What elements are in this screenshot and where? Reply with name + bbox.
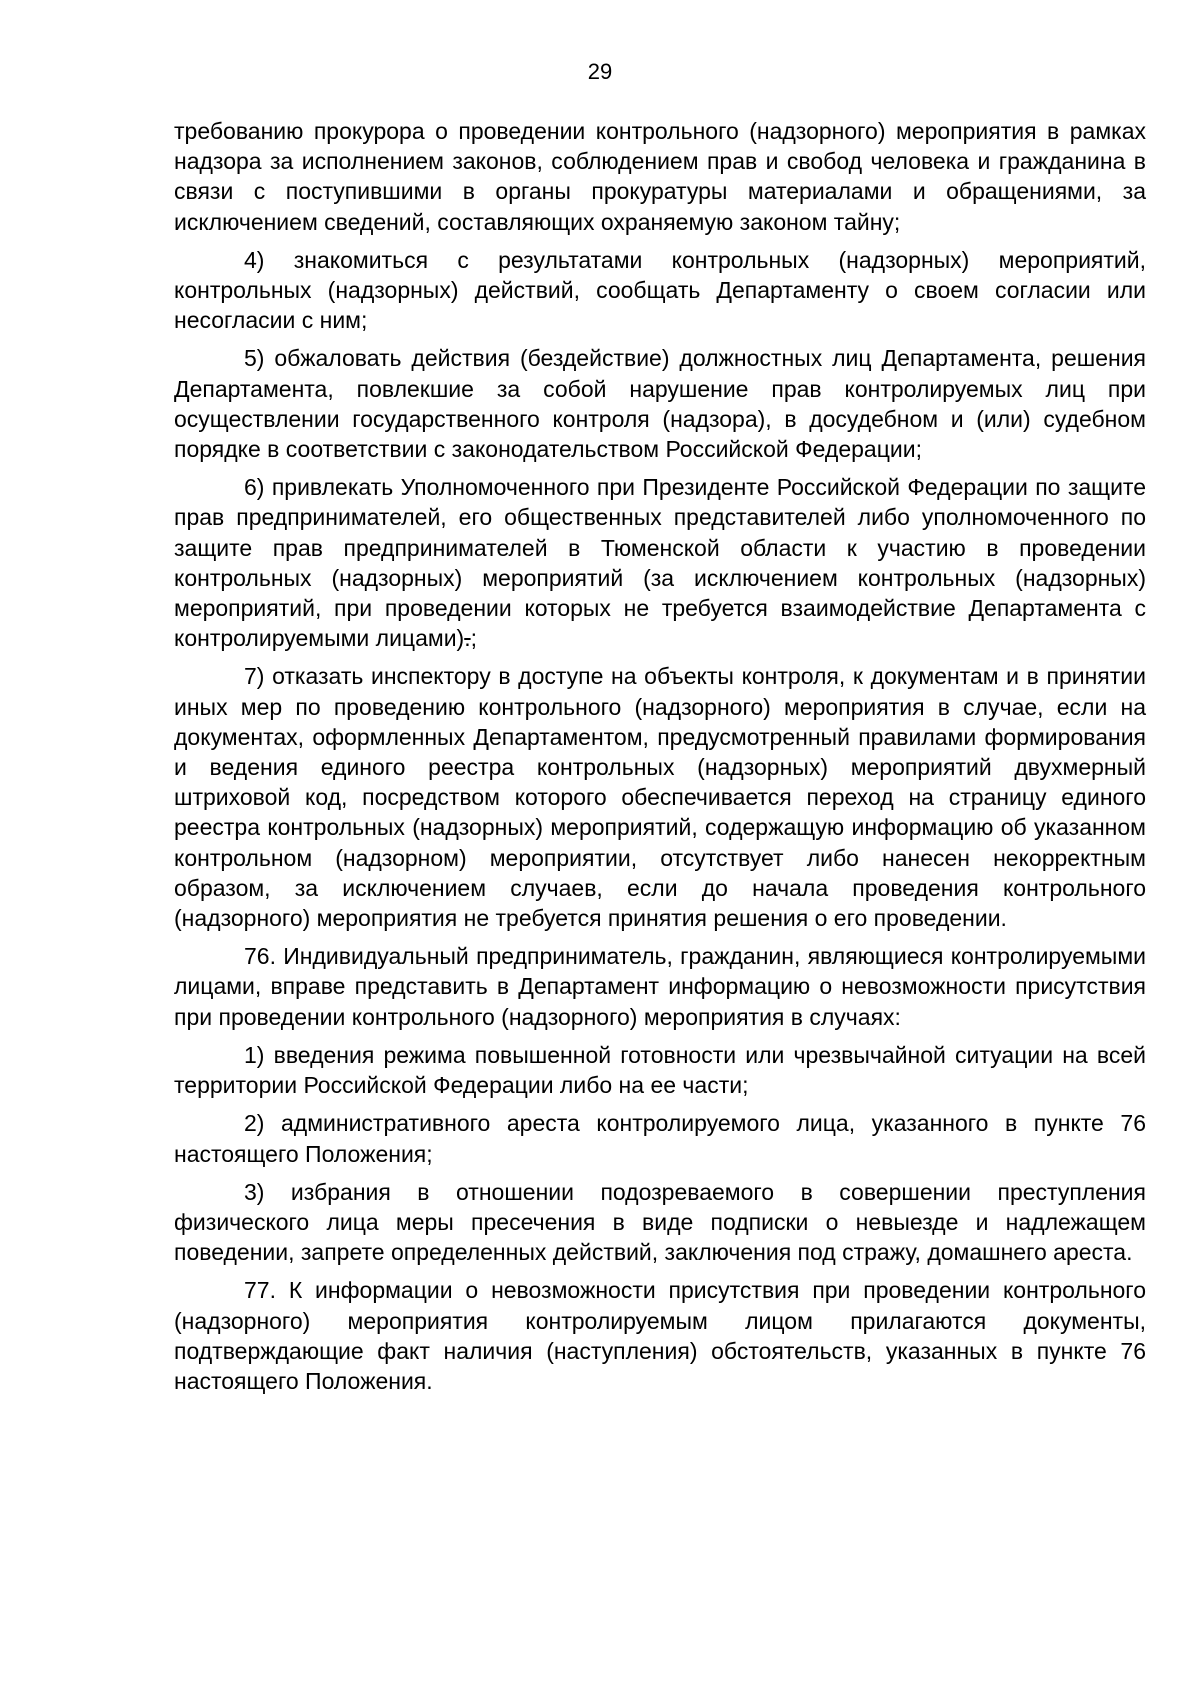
paragraph-case-3: 3) избрания в отношении подозреваемого в совершении преступления физического лица меры пресечения в виде подписки о невыезде и надлежащем поведении, запрете определенных действий, заключения под стражу, домашнего ареста.: [174, 1178, 1146, 1266]
document-body: [174, 116, 1146, 1404]
page-number: 29: [587, 59, 613, 84]
paragraph-item-5: 5) обжаловать действия (бездействие) должностных лиц Департамента, решения Департамента, повлекшие за собой нарушение прав контролируемых лиц при осуществлении государственного контроля (надзора), в досудебном и (или) судебном порядке в соответствии с законодательством Российской Федерации;: [174, 345, 1146, 463]
paragraph-case-1: 1) введения режима повышенной готовности или чрезвычайной ситуации на всей территории Российской Федерации либо на ее части;: [174, 1041, 1146, 1099]
paragraph-clause-77: 77. К информации о невозможности присутствия при проведении контрольного (надзорного) мероприятия контролируемым лицом прилагаются документы, подтверждающие факт наличия (наступления) обстоятельств, указанных в пункте 76 настоящего Положения.: [174, 1277, 1146, 1394]
paragraph-item-4: 4) знакомиться с результатами контрольных (надзорных) мероприятий, контрольных (надзорных) действий, сообщать Департаменту о своем согласии или несогласии с ним;: [174, 246, 1146, 334]
paragraph-case-2: 2) административного ареста контролируемого лица, указанного в пункте 76 настоящего Положения;: [174, 1110, 1146, 1167]
paragraph-item-7: 7) отказать инспектору в доступе на объекты контроля, к документам и в принятии иных мер по проведению контрольного (надзорного) мероприятия в случае, если на документах, оформленных Департаментом, предусмотренный правилами формирования и ведения единого реестра контрольных (надзорных) мероприятий двухмерный штриховой код, посредством которого обеспечивается переход на страницу единого реестра контрольных (надзорных) мероприятий, содержащую информацию об указанном контрольном (надзорном) мероприятии, отсутствует либо нанесен некорректным образом, за исключением случаев, если до начала проведения контрольного (надзорного) мероприятия не требуется принятия решения о его проведении.: [174, 663, 1146, 932]
paragraph-continuation: требованию прокурора о проведении контрольного (надзорного) мероприятия в рамках надзора за исполнением законов, соблюдением прав и свобод человека и гражданина в связи с поступившими в органы прокуратуры материалами и обращениями, за исключением сведений, составляющих охраняемую законом тайну;: [174, 118, 1146, 235]
paragraph-item-6: [174, 472, 1146, 653]
paragraph-item-6-end: ;: [470, 625, 477, 652]
struck-period: .: [464, 625, 471, 652]
paragraph-clause-76: 76. Индивидуальный предприниматель, гражданин, являющиеся контролируемыми лицами, вправе представить в Департамент информацию о невозможности присутствия при проведении контрольного (надзорного) мероприятия в случаях:: [174, 943, 1146, 1030]
paragraph-item-6-main: 6) привлекать Уполномоченного при Президенте Российской Федерации по защите прав предпринимателей, его общественных представителей либо уполномоченного по защите прав предпринимателей в Тюменской области к участию в проведении контрольных (надзорных) мероприятий (за исключением контрольных (надзорных) мероприятий, при проведении которых не требуется взаимодействие Департамента с контролируемыми лицами): [174, 474, 1146, 652]
